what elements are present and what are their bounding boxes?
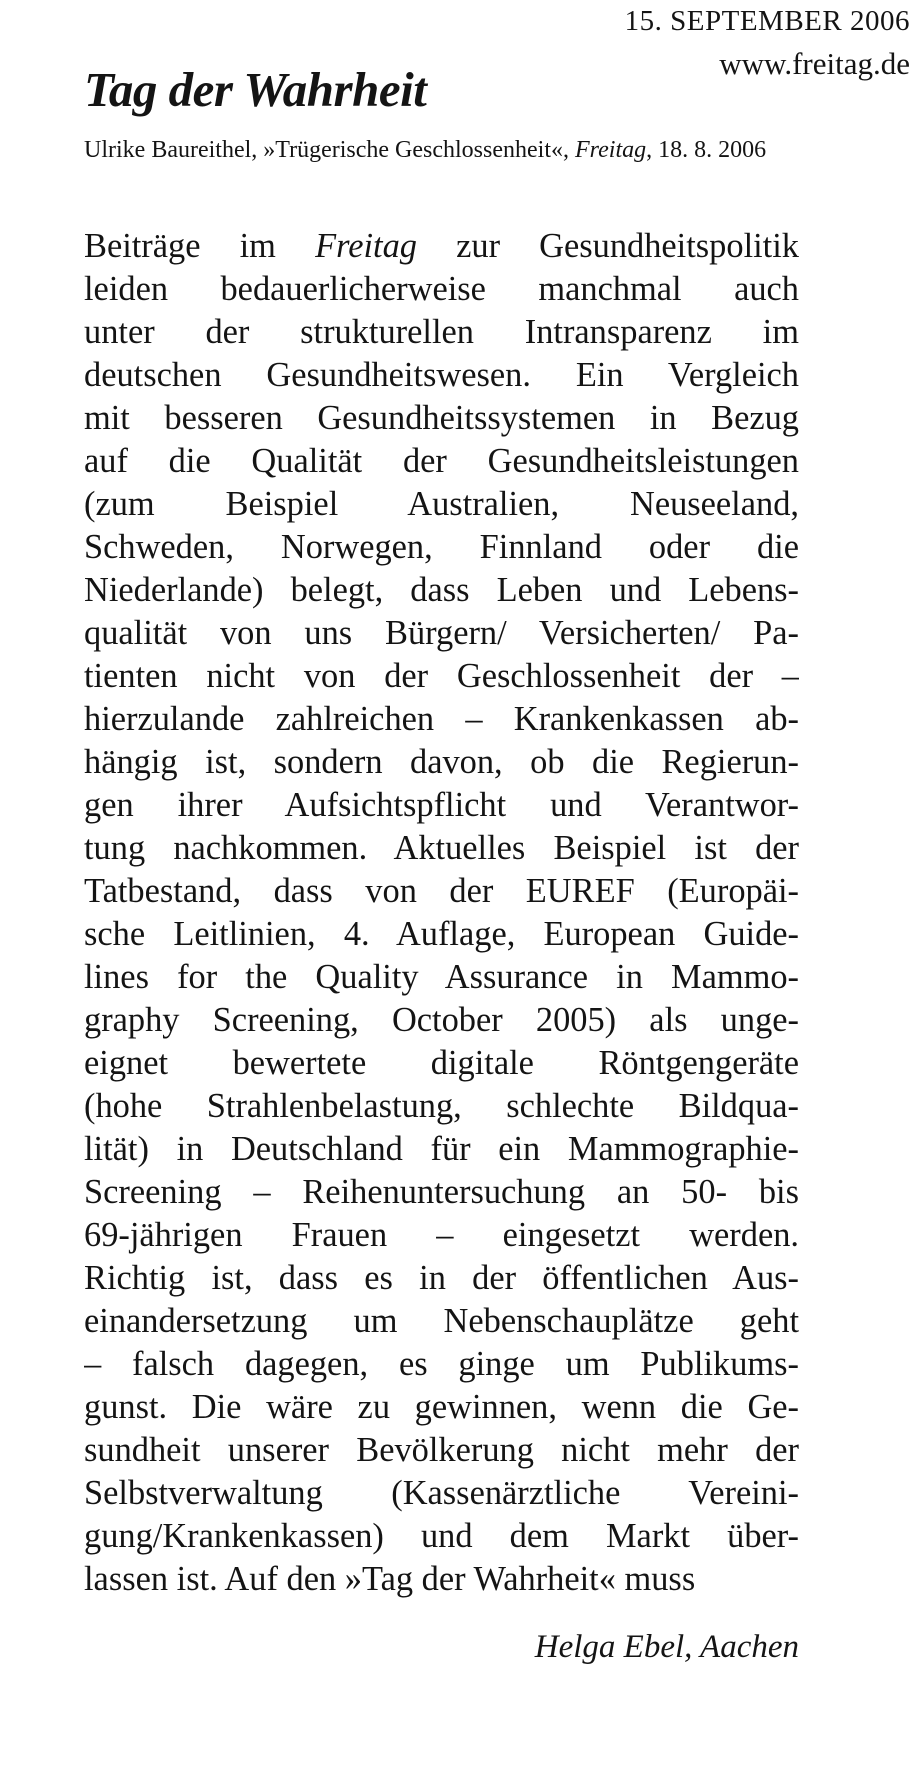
article-reference (84, 133, 799, 168)
letter-signature: Helga Ebel, Aachen (534, 1629, 799, 1665)
body-line: 69-jährigen Frauen – eingesetzt werden. (84, 1216, 799, 1254)
body-line-start: Beiträge im (84, 227, 276, 265)
letter-body (84, 225, 799, 1601)
body-line: Screening – Reihenuntersuchung an 50- bis (84, 1173, 799, 1211)
reference-date: , 18. 8. 2006 (646, 137, 767, 163)
body-line: hierzulande zahlreichen – Krankenkassen ab- (84, 700, 799, 738)
body-line: qualität von uns Bürgern/ Versicherten/ Pa- (84, 614, 799, 652)
body-line: gunst. Die wäre zu gewinnen, wenn die Ge- (84, 1388, 799, 1426)
website-url: www.freitag.de (719, 46, 910, 81)
body-line: gen ihrer Aufsichtspflicht und Verantwor- (84, 786, 799, 824)
reference-author-title: Ulrike Baureithel, »Trügerische Geschlossenheit«, (84, 137, 570, 163)
letter-headline: Tag der Wahrheit (84, 62, 427, 117)
body-line: mit besseren Gesundheitssystemen in Bezug (84, 399, 799, 437)
body-line: (zum Beispiel Australien, Neuseeland, (84, 485, 799, 523)
body-line: deutschen Gesundheitswesen. Ein Vergleich (84, 356, 799, 394)
body-line: leiden bedauerlicherweise manchmal auch (84, 270, 799, 308)
body-line: graphy Screening, October 2005) als unge- (84, 1001, 799, 1039)
body-line: lassen ist. Auf den »Tag der Wahrheit« muss (84, 1560, 696, 1598)
body-line: unter der strukturellen Intransparenz im (84, 313, 799, 351)
body-line: tung nachkommen. Aktuelles Beispiel ist der (84, 829, 799, 867)
body-line: hängig ist, sondern davon, ob die Regierun- (84, 743, 799, 781)
body-line: sundheit unserer Bevölkerung nicht mehr der (84, 1431, 799, 1469)
body-line: eignet bewertete digitale Röntgengeräte (84, 1044, 799, 1082)
body-line: (hohe Strahlenbelastung, schlechte Bildqua- (84, 1087, 799, 1125)
body-line: Richtig ist, dass es in der öffentlichen Aus- (84, 1259, 799, 1297)
body-line: Schweden, Norwegen, Finnland oder die (84, 528, 799, 566)
body-line: lität) in Deutschland für ein Mammographie- (84, 1130, 799, 1168)
body-publication: Freitag (315, 227, 417, 265)
body-line: – falsch dagegen, es ginge um Publikums- (84, 1345, 799, 1383)
body-line: Niederlande) belegt, dass Leben und Lebens- (84, 571, 799, 609)
body-line: lines for the Quality Assurance in Mammo- (84, 958, 799, 996)
body-line: auf die Qualität der Gesundheitsleistungen (84, 442, 799, 480)
body-line (84, 225, 799, 268)
body-line: tienten nicht von der Geschlossenheit der – (84, 657, 799, 695)
issue-date: 15. SEPTEMBER 2006 (624, 5, 910, 37)
body-line-end: zur Gesundheitspolitik (456, 227, 799, 265)
body-line: sche Leitlinien, 4. Auflage, European Guide- (84, 915, 799, 953)
body-line: einandersetzung um Nebenschauplätze geht (84, 1302, 799, 1340)
body-line: Tatbestand, dass von der EUREF (Europäi- (84, 872, 799, 910)
reference-publication: Freitag (575, 137, 647, 163)
body-line: gung/Krankenkassen) und dem Markt über- (84, 1517, 799, 1555)
body-line: Selbstverwaltung (Kassenärztliche Vereini- (84, 1474, 799, 1512)
